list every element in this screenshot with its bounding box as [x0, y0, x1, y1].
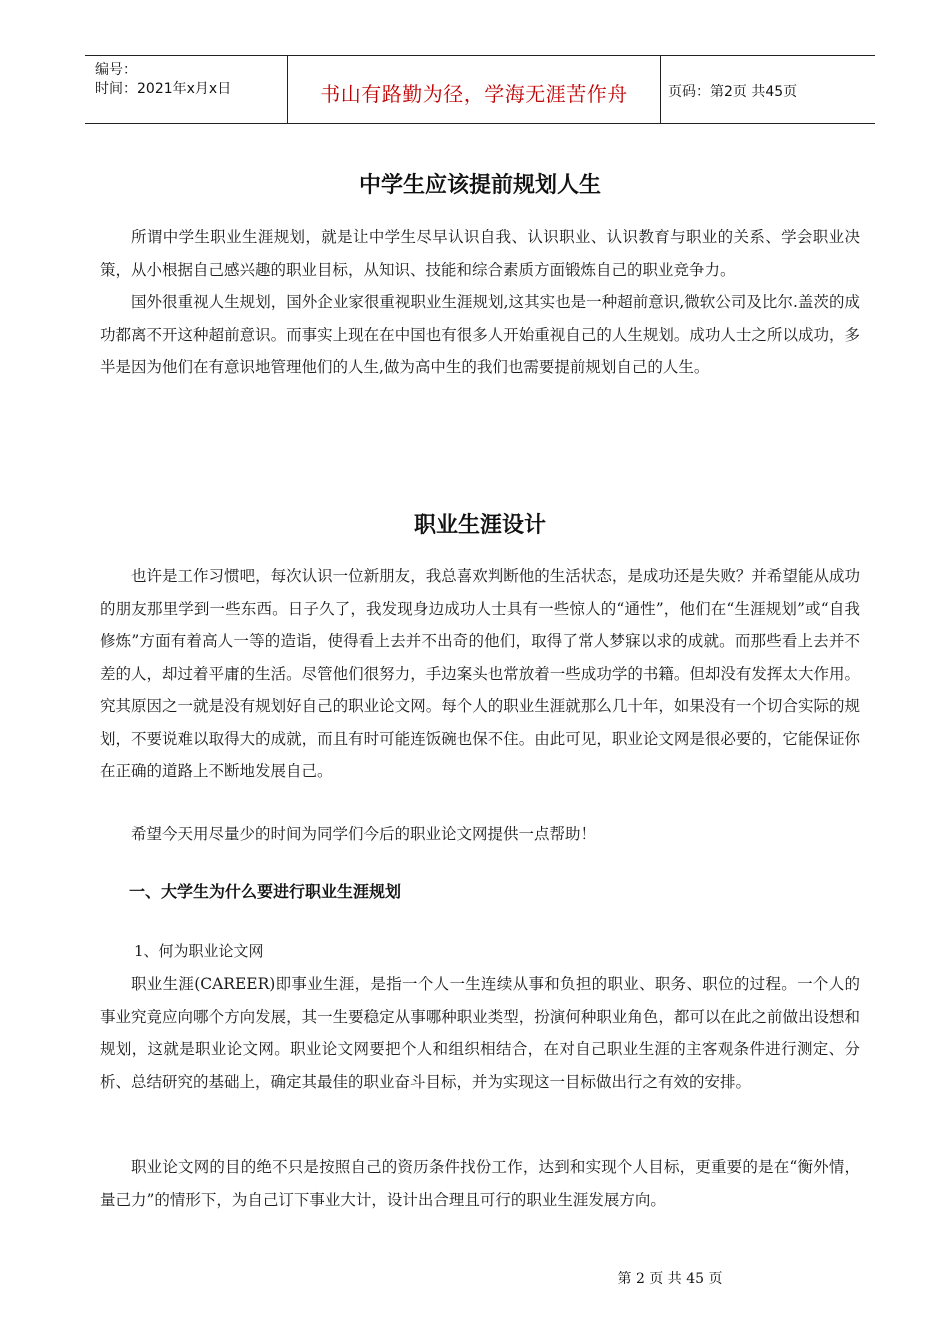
body-paragraph: 也许是工作习惯吧，每次认识一位新朋友，我总喜欢判断他的生活状态，是成功还是失败？并希望能从成功的朋友那里学到一些东西。日子久了，我发现身边成功人士具有一些惊人的“通性”，他们在“生涯规划”或“自我修炼”方面有着高人一等的造诣，使得看上去并不出奇的他们，取得了常人梦寐以求的成就。而那些看上去并不差的人，却过着平庸的生活。尽管他们很努力，手边案头也常放着一些成功学的书籍。但却没有发挥太大作用。究其原因之一就是没有规划好自己的职业论文网。每个人的职业生涯就那么几十年，如果没有一个切合实际的规划，不要说难以取得大的成就，而且有时可能连饭碗也保不住。由此可见，职业论文网是很必要的，它能保证你在正确的道路上不断地发展自己。 — [100, 567, 860, 780]
body-paragraph: 职业论文网的目的绝不只是按照自己的资历条件找份工作，达到和实现个人目标，更重要的是在“衡外情，量己力”的情形下，为自己订下事业大计，设计出合理且可行的职业生涯发展方向。 — [100, 1158, 860, 1209]
header-meta-cell — [85, 56, 287, 123]
body-paragraph: 国外很重视人生规划，国外企业家很重视职业生涯规划,这其实也是一种超前意识,微软公司及比尔.盖茨的成功都离不开这种超前意识。而事实上现在在中国也有很多人开始重视自己的人生规划。成功人士之所以成功，多半是因为他们在有意识地管理他们的人生,做为高中生的我们也需要提前规划自己的人生。 — [100, 293, 860, 376]
subsection-heading: 1、何为职业论文网 — [134, 942, 264, 960]
document-number-label: 编号： — [95, 62, 137, 78]
body-paragraph: 职业生涯(CAREER)即事业生涯，是指一个人一生连续从事和负担的职业、职务、职位的过程。一个人的事业究竟应向哪个方向发展，其一生要稳定从事哪种职业类型，扮演何种职业角色，都可以在此之前做出设想和规划，这就是职业论文网。职业论文网要把个人和组织相结合，在对自己职业生涯的主客观条件进行测定、分析、总结研究的基础上，确定其最佳的职业奋斗目标，并为实现这一目标做出行之有效的安排。 — [100, 975, 860, 1091]
document-time-label: 时间：2021年x月x日 — [95, 81, 232, 97]
section-heading: 一、大学生为什么要进行职业生涯规划 — [129, 882, 402, 901]
body-paragraph: 所谓中学生职业生涯规划，就是让中学生尽早认识自我、认识职业、认识教育与职业的关系、学会职业决策，从小根据自己感兴趣的职业目标，从知识、技能和综合素质方面锻炼自己的职业竞争力。 — [100, 228, 860, 279]
section-title-planning: 中学生应该提前规划人生 — [358, 173, 601, 198]
header-motto: 书山有路勤为径，学海无涯苦作舟 — [320, 82, 628, 106]
section-title-career-design: 职业生涯设计 — [413, 513, 546, 538]
page-footer: 第 2 页 共 45 页 — [617, 1271, 723, 1287]
header-motto-cell — [287, 56, 661, 123]
header-page-info: 页码：第2页 共45页 — [668, 84, 798, 100]
body-paragraph: 希望今天用尽量少的时间为同学们今后的职业论文网提供一点帮助！ — [131, 825, 597, 843]
header-page-cell — [660, 56, 875, 123]
page-header — [85, 55, 875, 124]
